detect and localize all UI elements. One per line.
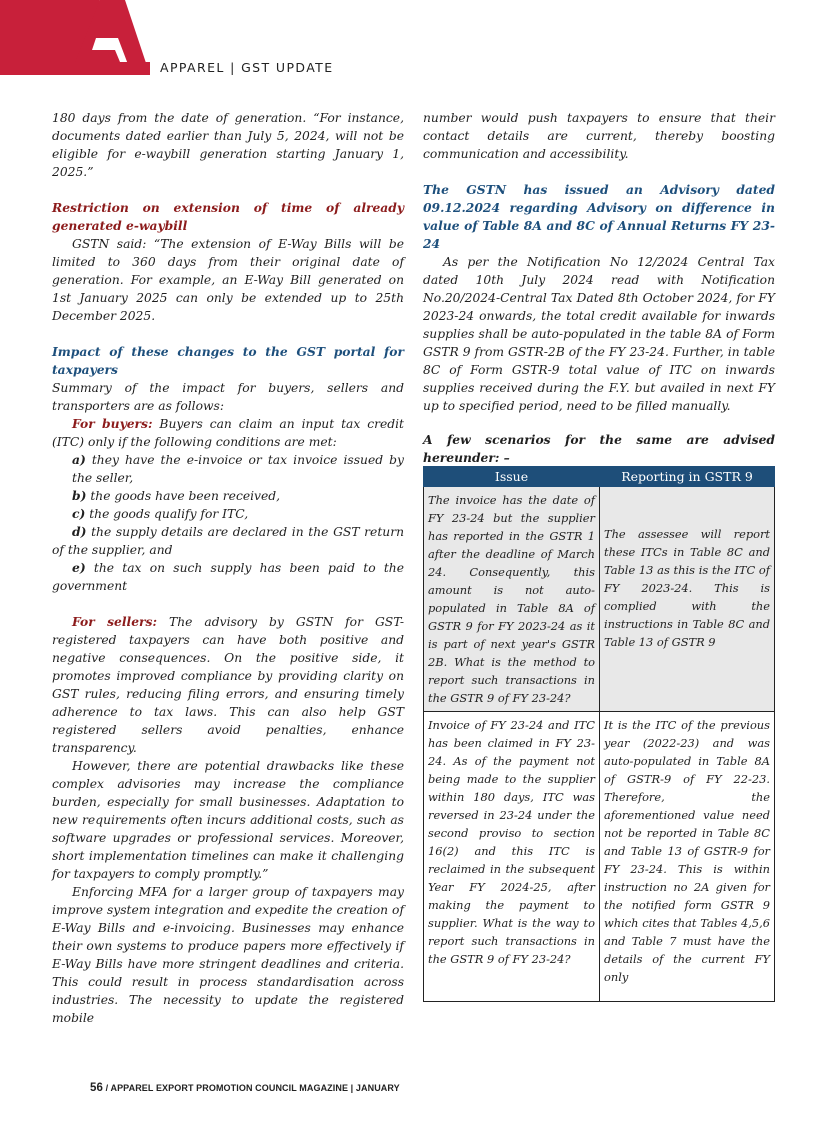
- section-heading-extension-restriction: Restriction on extension of time of already generated e-waybill: [52, 200, 404, 233]
- list-item: e) the tax on such supply has been paid to the government: [52, 560, 404, 593]
- column-header-issue: Issue: [424, 467, 600, 487]
- table-header-row: [424, 467, 775, 487]
- buyers-paragraph: [52, 415, 404, 451]
- sellers-paragraph: [52, 613, 404, 757]
- right-column: [423, 109, 775, 467]
- section-heading-gstn-advisory: The GSTN has issued an Advisory dated 09.12.2024 regarding Advisory on difference in value of Table 8A and 8C of Annual Returns FY 23-24: [423, 182, 775, 251]
- column-header-reporting: Reporting in GSTR 9: [600, 467, 775, 487]
- buyers-lead: For buyers:: [72, 416, 153, 431]
- paragraph: However, there are potential drawbacks like these complex advisories may increase the compliance burden, especially for small businesses. Adaptation to new requirements often incurs additional costs, such as software upgrades or professional services. Moreover, short implementation timelines can make it challenging for taxpayers to comply promptly.”: [52, 759, 404, 881]
- scenarios-intro: A few scenarios for the same are advised hereunder: –: [423, 432, 775, 465]
- gstr9-reporting-table: [423, 466, 775, 1002]
- list-item: b) the goods have been received,: [72, 488, 281, 503]
- left-column: [52, 109, 404, 1027]
- page-footer: [90, 1082, 400, 1094]
- magazine-logo-letter-a: [0, 0, 150, 75]
- paragraph: number would push taxpayers to ensure that their contact details are current, thereby boosting communication and accessibility.: [423, 111, 775, 161]
- sellers-text: The advisory by GSTN for GST-registered taxpayers can have both positive and negative consequences. On the positive side, it promotes improved compliance by providing clarity on GST rules, reducing filing errors, and ensuring timely adherence to tax laws. This can also help GST registered sellers avoid penalties, enhance transparency.: [52, 615, 404, 755]
- issue-cell: Invoice of FY 23-24 and ITC has been claimed in FY 23-24. As of the payment not being made to the supplier within 180 days, ITC was reversed in 23-24 under the second proviso to section 16(2) and this ITC is reclaimed in the subsequent Year FY 2024-25, after making the payment to supplier. What is the way to report such transactions in the GSTR 9 of FY 23-24?: [424, 712, 600, 1002]
- section-heading-impact: Impact of these changes to the GST portal for taxpayers: [52, 344, 404, 377]
- paragraph: GSTN said: “The extension of E-Way Bills will be limited to 360 days from their original date of generation. For example, an E-Way Bill generated on 1st January 2025 can only be extended up to 25th December 2025.: [52, 237, 404, 323]
- list-item: d) the supply details are declared in the GST return of the supplier, and: [52, 524, 404, 557]
- reporting-cell: It is the ITC of the previous year (2022-23) and was auto-populated in Table 8A of GSTR-9 of FY 22-23. Therefore, the aforementioned value need not be reported in Table 8C and Table 13 of GSTR-9 for FY 23-24. This is within instruction no 2A given for the notified form GSTR 9 which cites that Tables 4,5,6 and Table 7 must have the details of the current FY only: [600, 712, 775, 1002]
- section-title: APPAREL | GST UPDATE: [160, 60, 334, 75]
- list-item: c) the goods qualify for ITC,: [72, 506, 249, 521]
- paragraph: Enforcing MFA for a larger group of taxpayers may improve system integration and expedite the creation of E-Way Bills and e-invoicing. Businesses may enhance their own systems to produce papers more effectively if E-Way Bills have more stringent deadlines and criteria. This could result in process standardisation across industries. The necessity to update the registered mobile: [52, 885, 404, 1025]
- reporting-cell: The assessee will report these ITCs in Table 8C and Table 13 as this is the ITC of FY 2023-24. This is complied with the instructions in Table 8C and Table 13 of GSTR 9: [600, 487, 775, 712]
- paragraph: As per the Notification No 12/2024 Central Tax dated 10th July 2024 read with Notification No.20/2024-Central Tax Dated 8th October 2024, for FY 2023-24 onwards, the total credit available for inwards supplies shall be auto-populated in the table 8A of Form GSTR 9 from GSTR-2B of the FY 23-24. Further, in table 8C of Form GSTR-9 total value of ITC on inwards supplies received during the F.Y. but availed in next FY up to specified period, need to be filled manually.: [423, 255, 775, 413]
- list-item: a) they have the e-invoice or tax invoice issued by the seller,: [72, 452, 404, 485]
- page-number: 56: [90, 1082, 103, 1094]
- paragraph: Summary of the impact for buyers, sellers and transporters are as follows:: [52, 381, 404, 413]
- footer-text: / APPAREL EXPORT PROMOTION COUNCIL MAGAZINE | JANUARY: [103, 1083, 400, 1093]
- sellers-lead: For sellers:: [72, 614, 157, 629]
- paragraph: 180 days from the date of generation. “For instance, documents dated earlier than July 5, 2024, will not be eligible for e-waybill generation starting January 1, 2025.”: [52, 111, 404, 179]
- table-row: [424, 487, 775, 712]
- issue-cell: The invoice has the date of FY 23-24 but the supplier has reported in the GSTR 1 after the deadline of March 24. Consequently, this amount is not auto-populated in Table 8A of GSTR 9 for FY 2023-24 as it is part of next year's GSTR 2B. What is the method to report such transactions in the GSTR 9 of FY 23-24?: [424, 487, 600, 712]
- table-row: [424, 712, 775, 1002]
- buyers-text: Buyers can claim an input tax credit (ITC) only if the following conditions are met:: [52, 417, 404, 449]
